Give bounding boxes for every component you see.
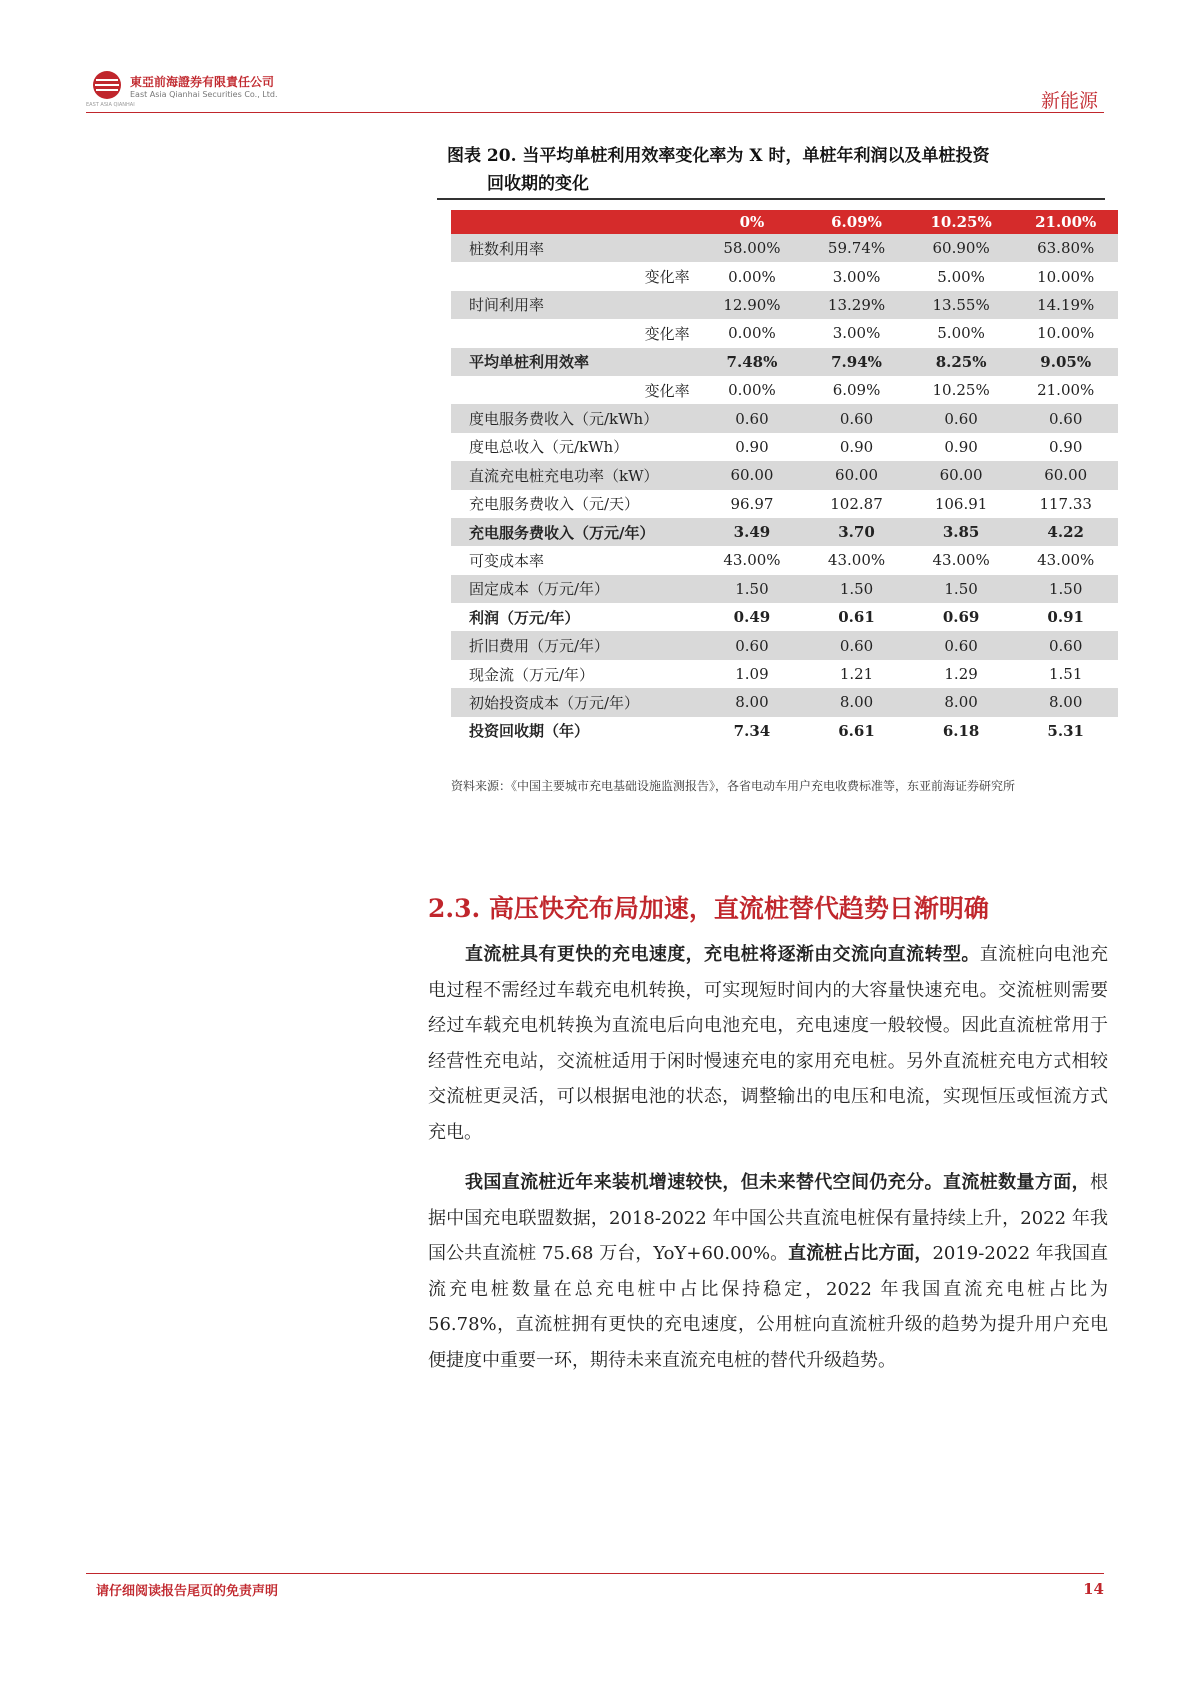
table-cell: 8.25% bbox=[909, 348, 1014, 376]
table-row bbox=[451, 688, 1118, 716]
table-row bbox=[451, 348, 1118, 376]
table-cell: 1.51 bbox=[1048, 665, 1083, 684]
row-label: 变化率 bbox=[644, 324, 690, 343]
paragraph-1-body: 直流桩向电池充电过程不需经过车载充电机转换，可实现短时间内的大容量快速充电。交流桩则需要经过车载充电机转换为直流电后向电池充电，充电速度一般较慢。因此直流桩常用于经营性充电站，交流桩适用于闲时慢速充电的家用充电桩。另外直流桩充电方式相较交流桩更灵活，可以根据电池的状态，调整输出的电压和电流，实现恒压或恒流方式充电。 bbox=[428, 944, 1108, 1143]
table-row bbox=[451, 660, 1118, 688]
table-cell: 0.91 bbox=[1047, 608, 1084, 627]
table-cell: 7.34 bbox=[733, 721, 771, 740]
table-cell: 117.33 bbox=[1039, 494, 1092, 513]
paragraph-1-lead: 直流桩具有更快的充电速度，充电桩将逐渐由交流向直流转型。 bbox=[465, 944, 980, 965]
table-cell: 58.00% bbox=[700, 234, 805, 262]
table-cell: 9.05% bbox=[1013, 348, 1118, 376]
table-cell: 21.00% bbox=[1037, 381, 1095, 400]
table-cell: 3.00% bbox=[832, 324, 881, 343]
page-number: 14 bbox=[1083, 1580, 1104, 1598]
table-cell: 1.09 bbox=[735, 665, 769, 684]
table-cell: 7.94% bbox=[804, 348, 909, 376]
table-cell: 0.69 bbox=[942, 608, 980, 627]
table-cell: 7.48% bbox=[700, 348, 805, 376]
table-row bbox=[451, 376, 1118, 404]
table-cell: 0.90 bbox=[839, 437, 874, 456]
section-heading: 2.3. 高压快充布局加速，直流桩替代趋势日渐明确 bbox=[428, 894, 989, 923]
row-label: 度电总收入（元/kWh） bbox=[469, 438, 629, 457]
table-cell: 0.90 bbox=[1048, 437, 1083, 456]
figure-source: 资料来源：《中国主要城市充电基础设施监测报告》，各省电动车用户充电收费标准等，东亚前海证券研究所 bbox=[451, 779, 1016, 793]
section-tag: 新能源 bbox=[1040, 90, 1098, 112]
header-cell: 10.25% bbox=[909, 210, 1014, 234]
table-cell: 3.00% bbox=[832, 267, 881, 286]
table-cell: 1.50 bbox=[700, 575, 805, 603]
table-cell: 12.90% bbox=[700, 291, 805, 319]
row-label: 度电服务费收入（元/kWh） bbox=[451, 404, 700, 432]
logo-subtext: EAST ASIA QIANHAI bbox=[86, 102, 135, 108]
row-label: 初始投资成本（万元/年） bbox=[451, 688, 700, 716]
table-cell: 0.00% bbox=[728, 381, 776, 400]
table-cell: 13.29% bbox=[804, 291, 909, 319]
table-cell: 0.60 bbox=[909, 404, 1014, 432]
table-cell: 0.60 bbox=[700, 631, 805, 659]
paragraph-1 bbox=[428, 937, 1108, 1150]
table-cell: 3.49 bbox=[700, 518, 805, 546]
table-cell: 5.00% bbox=[937, 324, 985, 343]
row-label: 固定成本（万元/年） bbox=[451, 575, 700, 603]
paragraph-2 bbox=[428, 1165, 1108, 1378]
table-row bbox=[451, 575, 1118, 603]
figure-title-line2: 回收期的变化 bbox=[487, 174, 589, 194]
table-row bbox=[451, 234, 1118, 262]
table-cell: 8.00 bbox=[909, 688, 1014, 716]
table-cell: 60.00 bbox=[1013, 461, 1118, 489]
table-cell: 43.00% bbox=[1037, 551, 1095, 570]
row-label: 可变成本率 bbox=[469, 551, 545, 570]
data-table bbox=[451, 210, 1118, 745]
table-row bbox=[451, 262, 1118, 290]
table-cell: 10.00% bbox=[1037, 324, 1095, 343]
row-label: 投资回收期（年） bbox=[469, 722, 590, 741]
table-cell: 1.21 bbox=[839, 665, 874, 684]
row-label: 变化率 bbox=[644, 268, 690, 287]
header-cell-blank bbox=[451, 210, 700, 234]
table-cell: 13.55% bbox=[909, 291, 1014, 319]
table-cell: 0.49 bbox=[733, 608, 771, 627]
paragraph-2-body-1: 根据中国充电联盟数据，2018-2022 年中国公共直流电桩保有量持续上升，2022 年我国公共直流桩 75.68 万台，YoY+60.00%。 bbox=[428, 1172, 1108, 1264]
table-cell: 0.60 bbox=[1013, 404, 1118, 432]
figure-divider bbox=[437, 198, 1105, 200]
table-row bbox=[451, 518, 1118, 546]
table-cell: 6.09% bbox=[832, 381, 881, 400]
row-label: 充电服务费收入（万元/年） bbox=[451, 518, 700, 546]
header-divider bbox=[86, 112, 1104, 113]
table-cell: 0.60 bbox=[909, 631, 1014, 659]
table-row bbox=[451, 490, 1118, 518]
table-cell: 3.85 bbox=[909, 518, 1014, 546]
table-row bbox=[451, 433, 1118, 461]
company-name-en: East Asia Qianhai Securities Co., Ltd. bbox=[130, 90, 278, 99]
table-cell: 5.00% bbox=[937, 267, 985, 286]
figure-title-line1: 图表 20. 当平均单桩利用效率变化率为 X 时，单桩年利润以及单桩投资 bbox=[447, 146, 990, 166]
table-cell: 0.60 bbox=[804, 404, 909, 432]
table-cell: 14.19% bbox=[1013, 291, 1118, 319]
table-cell: 43.00% bbox=[827, 551, 886, 570]
table-cell: 102.87 bbox=[830, 494, 883, 513]
table-cell: 96.97 bbox=[730, 494, 774, 513]
table-cell: 106.91 bbox=[934, 494, 988, 513]
footer-disclaimer: 请仔细阅读报告尾页的免责声明 bbox=[96, 1584, 279, 1599]
row-label: 时间利用率 bbox=[451, 291, 700, 319]
row-label: 平均单桩利用效率 bbox=[451, 348, 700, 376]
table-cell: 0.60 bbox=[1013, 631, 1118, 659]
table-row bbox=[451, 291, 1118, 319]
page-header bbox=[86, 60, 1106, 112]
header-cell: 0% bbox=[700, 210, 805, 234]
table-row bbox=[451, 319, 1118, 347]
table-cell: 59.74% bbox=[804, 234, 909, 262]
table-cell: 0.00% bbox=[728, 324, 776, 343]
table-cell: 60.90% bbox=[909, 234, 1014, 262]
row-label: 桩数利用率 bbox=[451, 234, 700, 262]
table-row bbox=[451, 631, 1118, 659]
table-cell: 0.60 bbox=[804, 631, 909, 659]
table-cell: 43.00% bbox=[723, 551, 781, 570]
table-cell: 0.90 bbox=[944, 437, 978, 456]
table-cell: 4.22 bbox=[1013, 518, 1118, 546]
table-row bbox=[451, 461, 1118, 489]
figure-title bbox=[447, 142, 1107, 198]
table-cell: 0.60 bbox=[700, 404, 805, 432]
table-cell: 0.90 bbox=[735, 437, 769, 456]
table-cell: 0.61 bbox=[838, 608, 875, 627]
table-cell: 60.00 bbox=[700, 461, 805, 489]
table-cell: 1.50 bbox=[1013, 575, 1118, 603]
table-cell: 60.00 bbox=[804, 461, 909, 489]
table-cell: 10.00% bbox=[1037, 267, 1095, 286]
table-cell: 63.80% bbox=[1013, 234, 1118, 262]
company-logo-icon bbox=[92, 70, 122, 100]
table-cell: 1.29 bbox=[944, 665, 978, 684]
table-cell: 0.00% bbox=[728, 267, 776, 286]
row-label: 变化率 bbox=[644, 381, 690, 400]
table-row bbox=[451, 546, 1118, 574]
row-label: 现金流（万元/年） bbox=[469, 665, 595, 684]
row-label: 充电服务费收入（元/天） bbox=[469, 495, 640, 514]
table-cell: 60.00 bbox=[909, 461, 1014, 489]
table-cell: 3.70 bbox=[804, 518, 909, 546]
paragraph-2-lead-2: 直流桩占比方面， bbox=[788, 1243, 933, 1264]
table-row bbox=[451, 717, 1118, 745]
table-cell: 6.18 bbox=[942, 721, 980, 740]
table-cell: 1.50 bbox=[804, 575, 909, 603]
row-label: 折旧费用（万元/年） bbox=[451, 631, 700, 659]
table-cell: 8.00 bbox=[804, 688, 909, 716]
footer-divider bbox=[86, 1573, 1104, 1574]
paragraph-2-lead: 我国直流桩近年来装机增速较快，但未来替代空间仍充分。直流桩数量方面， bbox=[465, 1172, 1090, 1193]
table-cell: 43.00% bbox=[932, 551, 990, 570]
paragraph-2-body-2: 2019-2022 年我国直流充电桩数量在总充电桩中占比保持稳定，2022 年我国直流充电桩占比为 56.78%，直流桩拥有更快的充电速度，公用桩向直流桩升级的趋势为提升用户充电便捷度中重要一环，期待未来直流充电桩的替代升级趋势。 bbox=[428, 1243, 1109, 1371]
table-header-row bbox=[451, 210, 1118, 234]
table-cell: 5.31 bbox=[1047, 721, 1084, 740]
table-cell: 8.00 bbox=[1013, 688, 1118, 716]
row-label: 利润（万元/年） bbox=[469, 608, 580, 627]
table-cell: 1.50 bbox=[909, 575, 1014, 603]
company-name-cn: 東亞前海證券有限責任公司 bbox=[130, 75, 275, 89]
table-row bbox=[451, 603, 1118, 631]
table-cell: 10.25% bbox=[932, 381, 990, 400]
header-cell: 6.09% bbox=[804, 210, 909, 234]
header-cell: 21.00% bbox=[1013, 210, 1118, 234]
row-label: 直流充电桩充电功率（kW） bbox=[451, 461, 700, 489]
table-row bbox=[451, 404, 1118, 432]
table-cell: 6.61 bbox=[838, 721, 875, 740]
table-cell: 8.00 bbox=[700, 688, 805, 716]
